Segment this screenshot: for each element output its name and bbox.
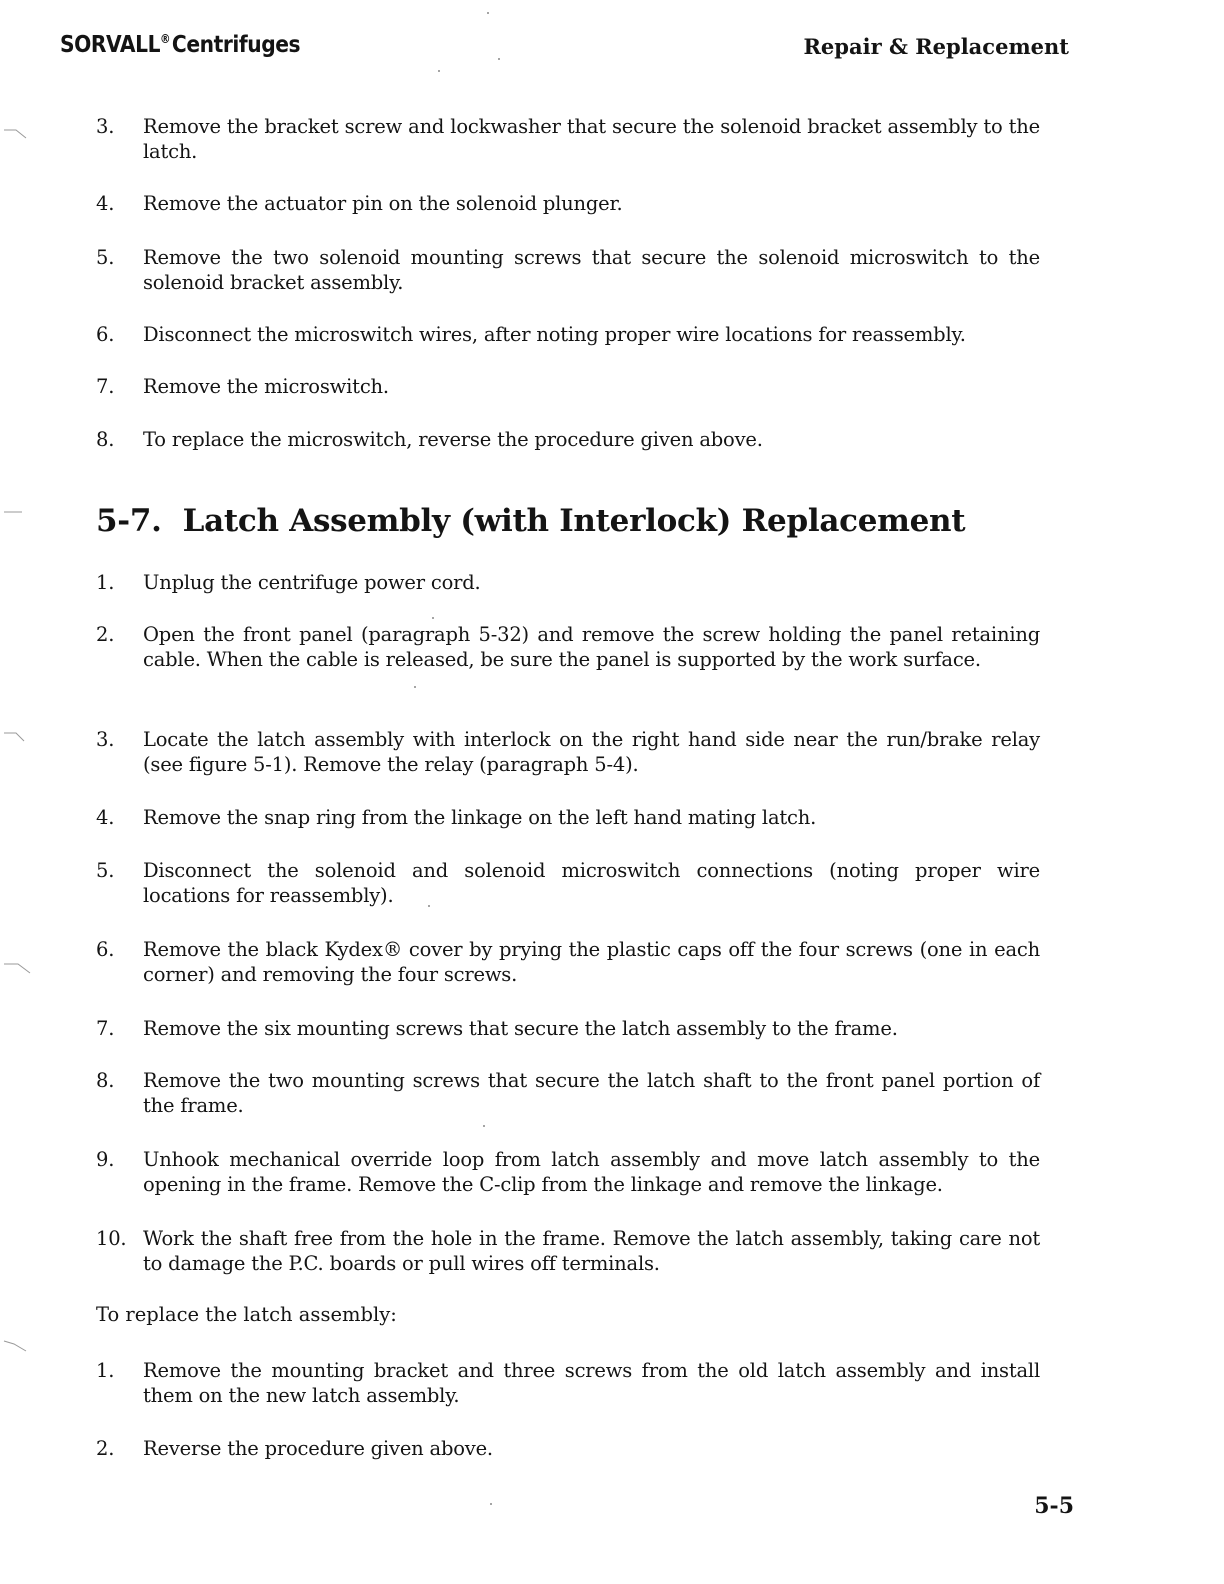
list-item: [96, 858, 1040, 908]
list-item-text: Unplug the centrifuge power cord.: [143, 571, 481, 594]
list-item: [96, 1436, 1040, 1461]
margin-scan-mark: [2, 960, 32, 974]
list-item-text: Remove the mounting bracket and three screws from the old latch assembly and install them on the new latch assembly.: [143, 1359, 1040, 1407]
list-item: [96, 427, 1040, 452]
list-item-text: Remove the snap ring from the linkage on the left hand mating latch.: [143, 806, 817, 829]
list-item: [96, 1068, 1040, 1118]
list-item: [96, 245, 1040, 295]
list-item-number: 8.: [96, 428, 115, 451]
replace-intro: To replace the latch assembly:: [96, 1303, 397, 1326]
list-item-text: Locate the latch assembly with interlock on the right hand side near the run/brake relay (see figure 5-1). Remove the relay (paragraph 5-4).: [143, 728, 1040, 776]
list-item: [96, 805, 1040, 830]
list-item-number: 2.: [96, 1437, 115, 1460]
running-head-brand: [60, 32, 300, 58]
margin-scan-mark: [2, 729, 32, 743]
scan-speck: [414, 686, 416, 688]
list-item: [96, 1226, 1040, 1276]
list-item-number: 9.: [96, 1148, 115, 1171]
brand-name: SORVALL: [60, 32, 161, 58]
list-item-number: 3.: [96, 728, 115, 751]
scan-speck: [498, 58, 500, 60]
list-item: [96, 1358, 1040, 1408]
running-head-section: Repair & Replacement: [803, 34, 1069, 59]
list-item-number: 7.: [96, 1017, 115, 1040]
page-number: 5-5: [1034, 1493, 1074, 1519]
registered-mark: ®: [160, 32, 171, 46]
scan-speck: [432, 617, 434, 619]
scan-speck: [490, 1503, 492, 1505]
list-item-number: 6.: [96, 323, 115, 346]
list-item-number: 1.: [96, 1359, 115, 1382]
list-item-text: Disconnect the microswitch wires, after noting proper wire locations for reassembly.: [143, 323, 966, 346]
scan-speck: [487, 12, 489, 14]
margin-scan-mark: [2, 1338, 32, 1352]
list-item-text: Remove the actuator pin on the solenoid plunger.: [143, 192, 623, 215]
list-item-text: Remove the two solenoid mounting screws that secure the solenoid microswitch to the solenoid bracket assembly.: [143, 246, 1040, 294]
scan-speck: [428, 905, 430, 907]
scan-speck: [438, 70, 440, 72]
list-item-text: Work the shaft free from the hole in the frame. Remove the latch assembly, taking care not to damage the P.C. boards or pull wires off terminals.: [143, 1227, 1040, 1275]
list-item-number: 4.: [96, 192, 115, 215]
margin-scan-mark: [2, 126, 32, 140]
list-item-text: Unhook mechanical override loop from latch assembly and move latch assembly to the opening in the frame. Remove the C-clip from the linkage and remove the linkage.: [143, 1148, 1040, 1196]
list-item-text: Reverse the procedure given above.: [143, 1437, 493, 1460]
list-item-number: 5.: [96, 859, 115, 882]
list-item-number: 4.: [96, 806, 115, 829]
list-item-number: 10.: [96, 1227, 127, 1250]
list-item-number: 3.: [96, 115, 115, 138]
scan-speck: [483, 1125, 485, 1127]
list-item-number: 8.: [96, 1069, 115, 1092]
list-item-number: 1.: [96, 571, 115, 594]
list-item: [96, 1147, 1040, 1197]
list-item-text: Disconnect the solenoid and solenoid microswitch connections (noting proper wire locations for reassembly).: [143, 859, 1040, 907]
list-item-number: 2.: [96, 623, 115, 646]
list-item-text: Remove the black Kydex® cover by prying the plastic caps off the four screws (one in each corner) and removing the four screws.: [143, 938, 1040, 986]
list-item: [96, 191, 1040, 216]
product-name: Centrifuges: [171, 32, 301, 58]
list-item-text: Remove the microswitch.: [143, 375, 389, 398]
list-item: [96, 114, 1040, 164]
list-item: [96, 727, 1040, 777]
margin-scan-mark: [2, 506, 32, 520]
list-item: [96, 937, 1040, 987]
list-item: [96, 374, 1040, 399]
list-item: [96, 1016, 1040, 1041]
list-item: [96, 622, 1040, 672]
list-item-number: 7.: [96, 375, 115, 398]
list-item-text: Remove the two mounting screws that secure the latch shaft to the front panel portion of the frame.: [143, 1069, 1040, 1117]
list-item-text: To replace the microswitch, reverse the procedure given above.: [143, 428, 763, 451]
list-item-number: 5.: [96, 246, 115, 269]
list-item-number: 6.: [96, 938, 115, 961]
section-heading: 5-7. Latch Assembly (with Interlock) Replacement: [96, 503, 966, 539]
list-item: [96, 570, 1040, 595]
list-item: [96, 322, 1040, 347]
list-item-text: Open the front panel (paragraph 5-32) and remove the screw holding the panel retaining cable. When the cable is released, be sure the panel is supported by the work surface.: [143, 623, 1040, 671]
list-item-text: Remove the bracket screw and lockwasher that secure the solenoid bracket assembly to the latch.: [143, 115, 1040, 163]
list-item-text: Remove the six mounting screws that secure the latch assembly to the frame.: [143, 1017, 898, 1040]
